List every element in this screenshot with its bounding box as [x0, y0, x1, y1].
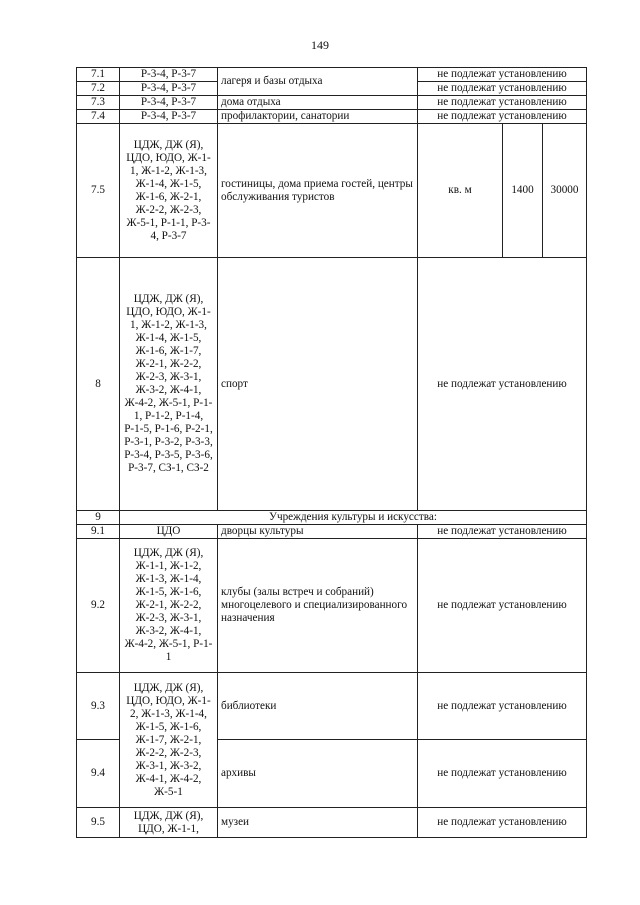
limit-value: не подлежат установлению [418, 740, 587, 808]
zone-codes: Р-3-4, Р-3-7 [120, 82, 218, 96]
row-number: 9 [77, 511, 120, 525]
row-number: 7.2 [77, 82, 120, 96]
table-row [77, 525, 587, 539]
facility-name: гостиницы, дома приема гостей, центры обслуживания туристов [218, 124, 418, 258]
facility-name: лагеря и базы отдыха [218, 68, 418, 96]
limit-value: не подлежат установлению [418, 808, 587, 838]
facility-name: дома отдыха [218, 96, 418, 110]
facility-name: профилактории, санатории [218, 110, 418, 124]
facility-name: спорт [218, 258, 418, 511]
limit-value: не подлежат установлению [418, 110, 587, 124]
row-number: 7.4 [77, 110, 120, 124]
section-row [77, 511, 587, 525]
table-row [77, 110, 587, 124]
min-value: 1400 [503, 124, 543, 258]
section-title: Учреждения культуры и искусства: [120, 511, 587, 525]
regulations-table [76, 67, 587, 838]
table-row [77, 68, 587, 82]
row-number: 9.4 [77, 740, 120, 808]
row-number: 9.2 [77, 539, 120, 673]
max-value: 30000 [543, 124, 587, 258]
table-row [77, 539, 587, 673]
facility-name: библиотеки [218, 673, 418, 740]
row-number: 8 [77, 258, 120, 511]
facility-name: клубы (залы встреч и собраний) многоцелевого и специализированного назначения [218, 539, 418, 673]
limit-value: не подлежат установлению [418, 96, 587, 110]
limit-value: не подлежат установлению [418, 258, 587, 511]
facility-name: музеи [218, 808, 418, 838]
zone-codes: ЦДЖ, ДЖ (Я), ЦДО, ЮДО, Ж-1-2, Ж-1-3, Ж-1-4, Ж-1-5, Ж-1-6, Ж-1-7, Ж-2-1, Ж-2-2, Ж-2-3, Ж-3-1, Ж-3-2, Ж-4-1, Ж-4-2, Ж-5-1 [120, 673, 218, 808]
row-number: 7.1 [77, 68, 120, 82]
table-row [77, 258, 587, 511]
limit-value: не подлежат установлению [418, 673, 587, 740]
row-number: 9.5 [77, 808, 120, 838]
facility-name: архивы [218, 740, 418, 808]
limit-value: не подлежат установлению [418, 525, 587, 539]
table-row [77, 808, 587, 838]
zone-codes: Р-3-4, Р-3-7 [120, 110, 218, 124]
table-row [77, 96, 587, 110]
row-number: 7.5 [77, 124, 120, 258]
unit: кв. м [418, 124, 503, 258]
zone-codes: ЦДЖ, ДЖ (Я), ЦДО, Ж-1-1, [120, 808, 218, 838]
zone-codes: ЦДЖ, ДЖ (Я), ЦДО, ЮДО, Ж-1-1, Ж-1-2, Ж-1-3, Ж-1-4, Ж-1-5, Ж-1-6, Ж-2-1, Ж-2-2, Ж-2-3, Ж-5-1, Р-1-1, Р-3-4, Р-3-7 [120, 124, 218, 258]
row-number: 7.3 [77, 96, 120, 110]
zone-codes: ЦДЖ, ДЖ (Я), ЦДО, ЮДО, Ж-1-1, Ж-1-2, Ж-1-3, Ж-1-4, Ж-1-5, Ж-1-6, Ж-1-7, Ж-2-1, Ж-2-2, Ж-2-3, Ж-3-1, Ж-3-2, Ж-4-1, Ж-4-2, Ж-5-1, Р-1-1, Р-1-2, Р-1-4, Р-1-5, Р-1-6, Р-2-1, Р-3-1, Р-3-2, Р-3-3, Р-3-4, Р-3-5, Р-3-6, Р-3-7, СЗ-1, СЗ-2 [120, 258, 218, 511]
row-number: 9.3 [77, 673, 120, 740]
table-row [77, 124, 587, 258]
zone-codes: ЦДО [120, 525, 218, 539]
limit-value: не подлежат установлению [418, 539, 587, 673]
limit-value: не подлежат установлению [418, 68, 587, 82]
page-number: 149 [311, 38, 329, 52]
table-row [77, 673, 587, 740]
row-number: 9.1 [77, 525, 120, 539]
zone-codes: Р-3-4, Р-3-7 [120, 96, 218, 110]
facility-name: дворцы культуры [218, 525, 418, 539]
zone-codes: Р-3-4, Р-3-7 [120, 68, 218, 82]
limit-value: не подлежат установлению [418, 82, 587, 96]
zone-codes: ЦДЖ, ДЖ (Я), Ж-1-1, Ж-1-2, Ж-1-3, Ж-1-4, Ж-1-5, Ж-1-6, Ж-2-1, Ж-2-2, Ж-2-3, Ж-3-1, Ж-3-2, Ж-4-1, Ж-4-2, Ж-5-1, Р-1-1 [120, 539, 218, 673]
